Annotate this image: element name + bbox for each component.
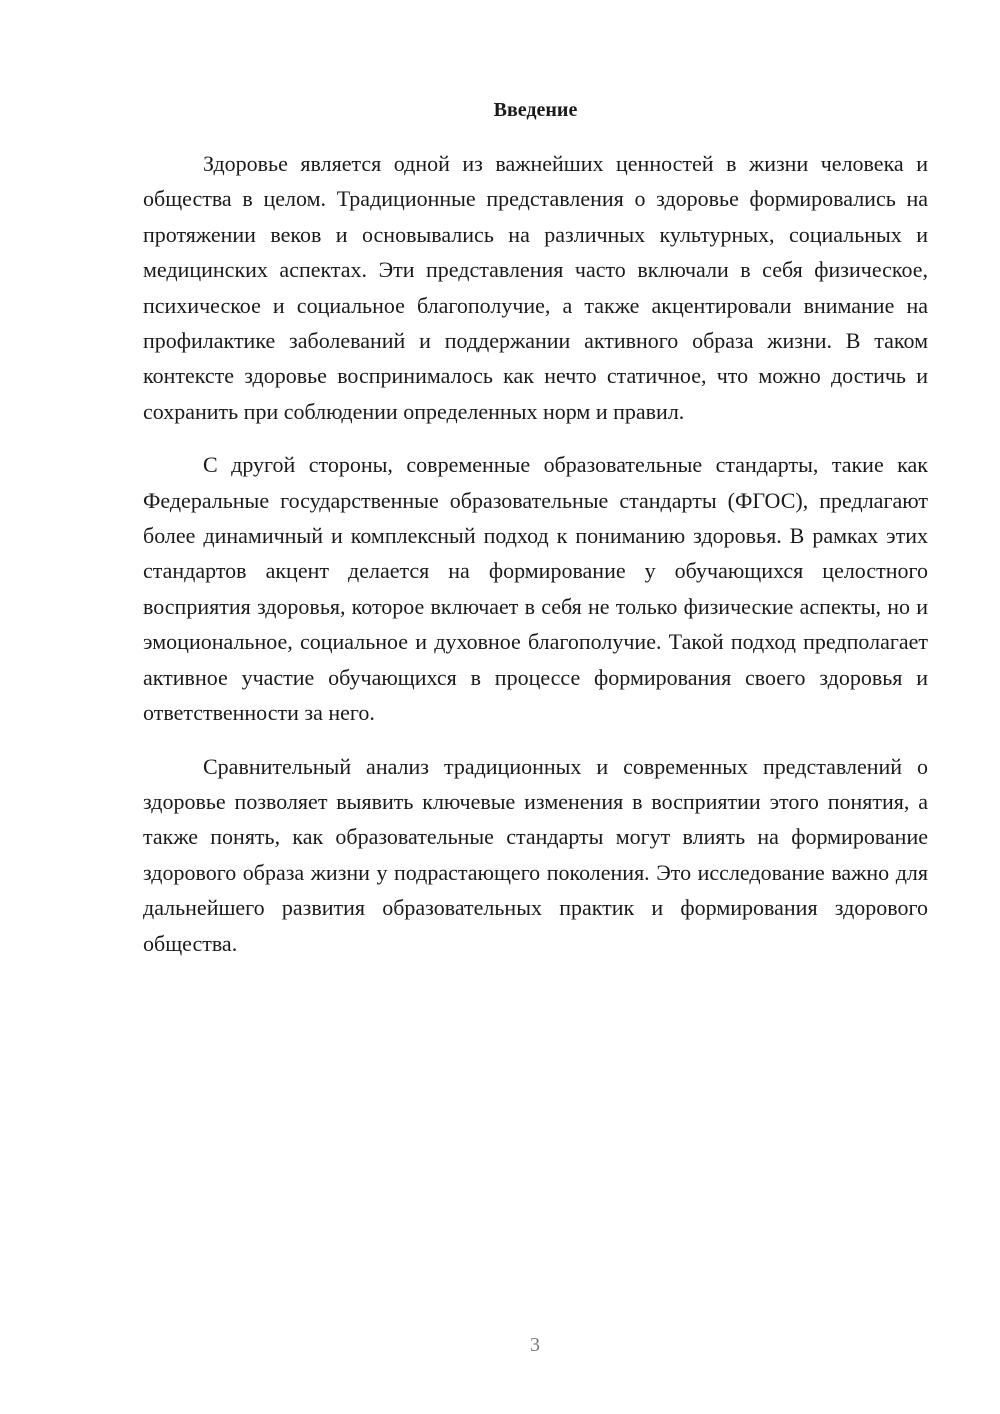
paragraph-analysis: Сравнительный анализ традиционных и современных представлений о здоровье позволяет выявить ключевые изменения в восприятии этого понятия, а также понять, как образовательные стандарты могут влиять на формирование здорового образа жизни у подрастающего поколения. Это исследование важно для дальнейшего развития образовательных практик и формирования здорового общества. <box>143 753 928 956</box>
paragraph-standards: С другой стороны, современные образовательные стандарты, такие как Федеральные государственные образовательные стандарты (ФГОС), предлагают более динамичный и комплексный подход к пониманию здоровья. В рамках этих стандартов акцент делается на формирование у обучающихся целостного восприятия здоровья, которое включает в себя не только физические аспекты, но и эмоциональное, социальное и духовное благополучие. Такой подход предполагает активное участие обучающихся в процессе формирования своего здоровья и ответственности за него. <box>143 452 928 726</box>
page-content <box>143 96 928 979</box>
section-title: Введение <box>493 99 578 121</box>
paragraph-intro: Здоровье является одной из важнейших ценностей в жизни человека и общества в целом. Традиционные представления о здоровье формировались на протяжении веков и основывались на различных культурных, социальных и медицинских аспектах. Эти представления часто включали в себя физическое, психическое и социальное благополучие, а также акцентировали внимание на профилактике заболеваний и поддержании активного образа жизни. В таком контексте здоровье воспринималось как нечто статичное, что можно достичь и сохранить при соблюдении определенных норм и правил. <box>143 151 928 424</box>
page-number: 3 <box>530 1334 540 1356</box>
